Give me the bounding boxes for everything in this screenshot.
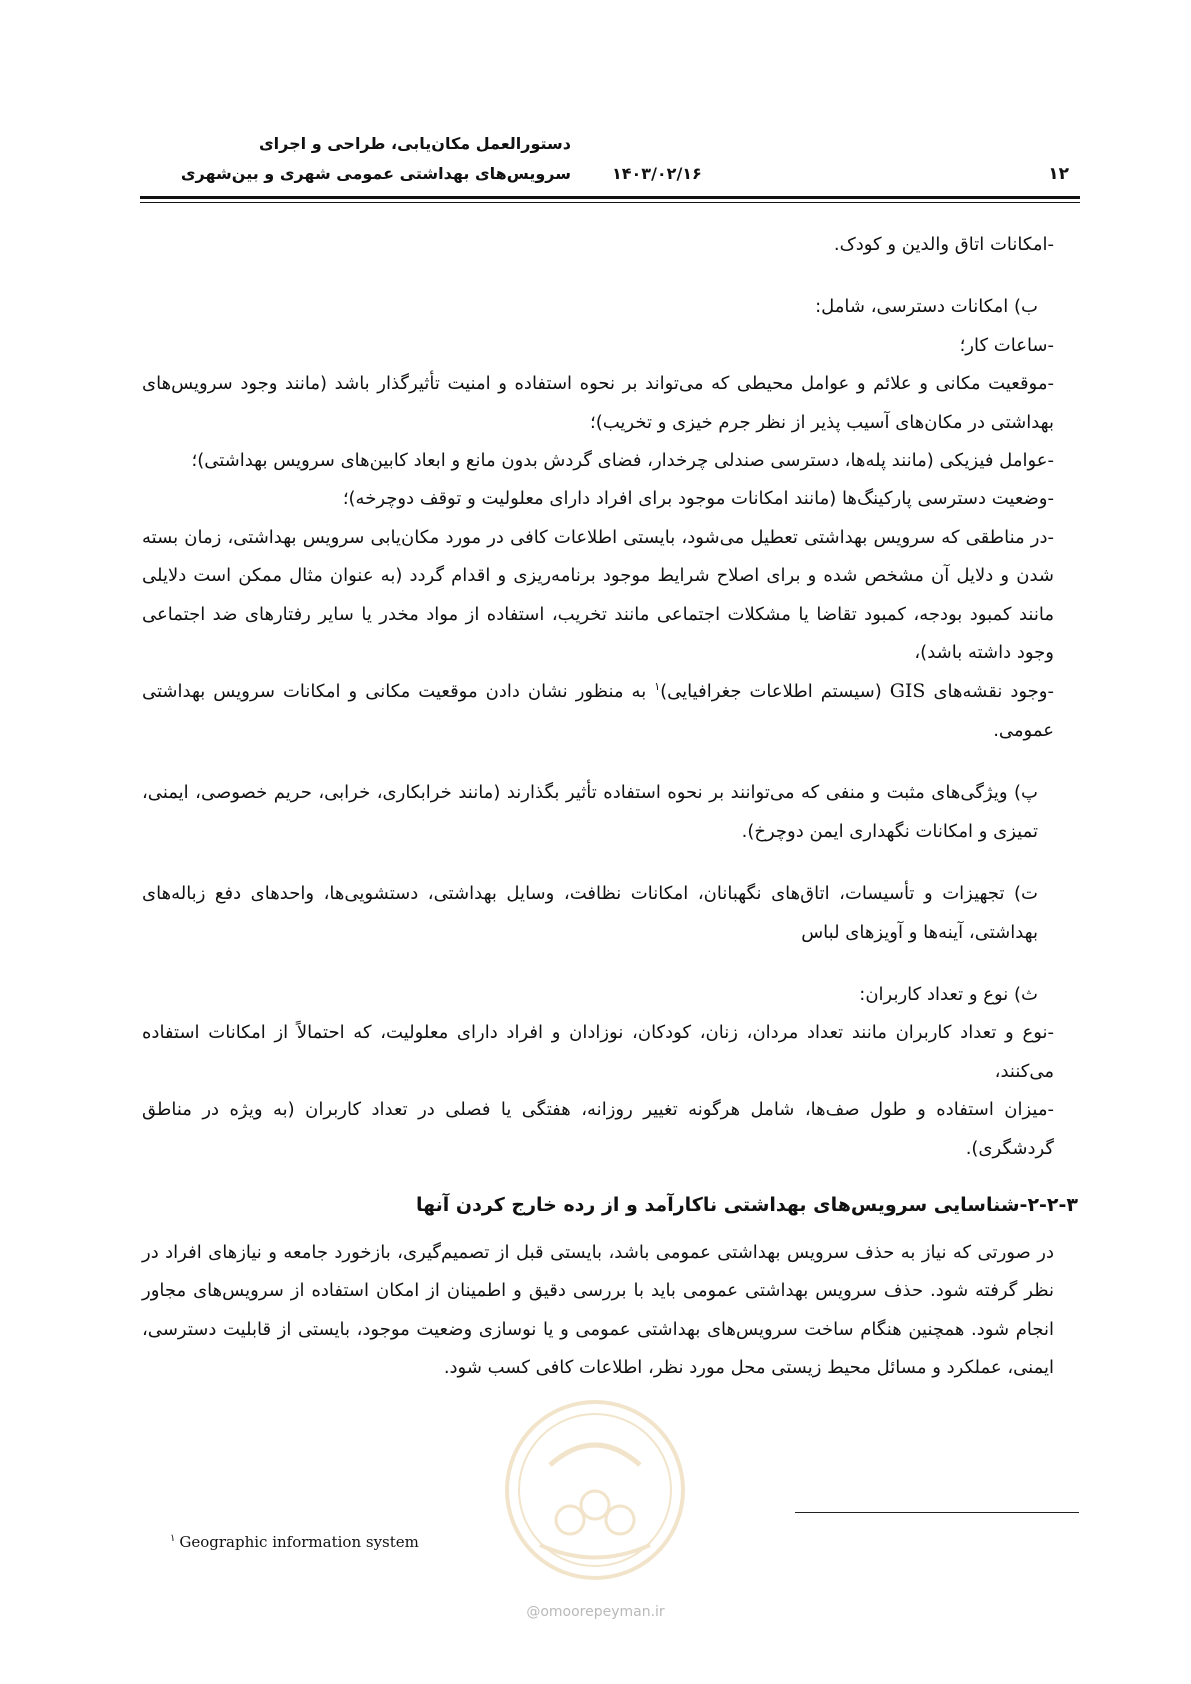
watermark-seal-icon — [500, 1395, 690, 1585]
bullet-user-types: -نوع و تعداد کاربران مانند تعداد مردان، زنان، کودکان، نوزادان و افراد دارای معلولیت، که احتمالاً از امکانات استفاده می‌کنند، — [142, 1022, 1054, 1082]
gis-abbrev: GIS — [889, 680, 926, 703]
bullet-location-factors: -موقعیت مکانی و علائم و عوامل محیطی که می‌تواند بر نحوه استفاده و امنیت تأثیرگذار باشد (مانند وجود سرویس‌های بهداشتی در مکان‌های آسیب پذیر از نظر جرم خیزی و تخریب)؛ — [142, 373, 1054, 433]
footnote — [170, 1533, 419, 1551]
header-rule-thin — [140, 202, 1080, 203]
header-date: ۱۴۰۳/۰۲/۱۶ — [612, 164, 702, 183]
gis-text-a: -وجود نقشه‌های — [925, 681, 1054, 703]
footnote-rule — [795, 1512, 1079, 1513]
watermark-url: @omoorepeyman.ir — [526, 1604, 665, 1620]
body-text — [142, 226, 1078, 1388]
paragraph-removal: در صورتی که نیاز به حذف سرویس بهداشتی عمومی باشد، بایستی قبل از تصمیم‌گیری، بازخورد جامعه و نیازهای افراد در نظر گرفته شود. حذف سرویس بهداشتی عمومی باید با بررسی دقیق و اطمینان از امکان استفاده از سرویس‌های مجاور انجام شود. همچنین هنگام ساخت سرویس‌های بهداشتی عمومی و یا نوسازی وضعیت موجود، بایستی از قابلیت دسترسی، ایمنی، عملکرد و مسائل محیط زیستی محل مورد نظر، اطلاعات کافی کسب شود. — [142, 1241, 1054, 1379]
header-rule-thick — [140, 196, 1080, 199]
bullet-working-hours: -ساعات کار؛ — [959, 334, 1054, 356]
footnote-text: Geographic information system — [179, 1533, 419, 1551]
bullet-usage-queues: -میزان استفاده و طول صف‌ها، شامل هرگونه تغییر روزانه، هفتگی یا فصلی در تعداد کاربران (به ویژه در مناطق گردشگری). — [142, 1099, 1054, 1159]
bullet-physical-factors: -عوامل فیزیکی (مانند پله‌ها، دسترسی صندلی چرخدار، فضای گردش بدون مانع و ابعاد کابین‌های سرویس بهداشتی)؛ — [191, 450, 1054, 472]
page-number: ۱۲ — [1048, 164, 1069, 184]
item-t-equipment: ت) تجهیزات و تأسیسات، اتاق‌های نگهبانان، امکانات نظافت، وسایل بهداشتی، دستشویی‌ها، واحدهای دفع زباله‌های بهداشتی، آینه‌ها و آویزهای لباس — [142, 883, 1038, 943]
item-b-access: ب) امکانات دسترسی، شامل: — [815, 296, 1038, 318]
footnote-ref: ۱ — [654, 680, 661, 694]
gis-text-b: (سیستم اطلاعات جغرافیایی) — [660, 681, 890, 703]
header-title-line2: سرویس‌های بهداشتی عمومی شهری و بین‌شهری — [180, 164, 571, 183]
paragraph-parent-room: -امکانات اتاق والدین و کودک. — [833, 234, 1054, 255]
item-th-users: ث) نوع و تعداد کاربران: — [859, 983, 1038, 1005]
footnote-marker: ۱ — [170, 1533, 176, 1544]
header-title-line1: دستورالعمل مکان‌یابی، طراحی و اجرای — [259, 134, 571, 153]
bullet-gis-maps — [142, 672, 1078, 750]
section-heading: ۲-۲-۳-شناسایی سرویس‌های بهداشتی ناکارآمد و از رده خارج کردن آنها — [415, 1193, 1078, 1216]
bullet-closures: -در مناطقی که سرویس بهداشتی تعطیل می‌شود، بایستی اطلاعات کافی در مورد مکان‌یابی سرویس بهداشتی، زمان بسته شدن و دلایل آن مشخص شده و برای اصلاح شرایط موجود برنامه‌ریزی و اقدام گردد (به عنوان مثال ممکن است دلایلی مانند کمبود بودجه، کمبود تقاضا یا مشکلات اجتماعی مانند تخریب، استفاده از مواد مخدر یا سایر رفتارهای ضد اجتماعی وجود داشته باشد)، — [142, 526, 1054, 664]
item-p-features: پ) ویژگی‌های مثبت و منفی که می‌توانند بر نحوه استفاده تأثیر بگذارند (مانند خرابکاری، خرابی، حریم خصوصی، ایمنی، تمیزی و امکانات نگهداری ایمن دوچرخ). — [142, 782, 1038, 842]
bullet-parking: -وضعیت دسترسی پارکینگ‌ها (مانند امکانات موجود برای افراد دارای معلولیت و توقف دوچرخه)؛ — [342, 488, 1054, 510]
gis-text-c: به منظور نشان دادن موقعیت مکانی و امکانات سرویس بهداشتی عمومی. — [142, 681, 1054, 741]
